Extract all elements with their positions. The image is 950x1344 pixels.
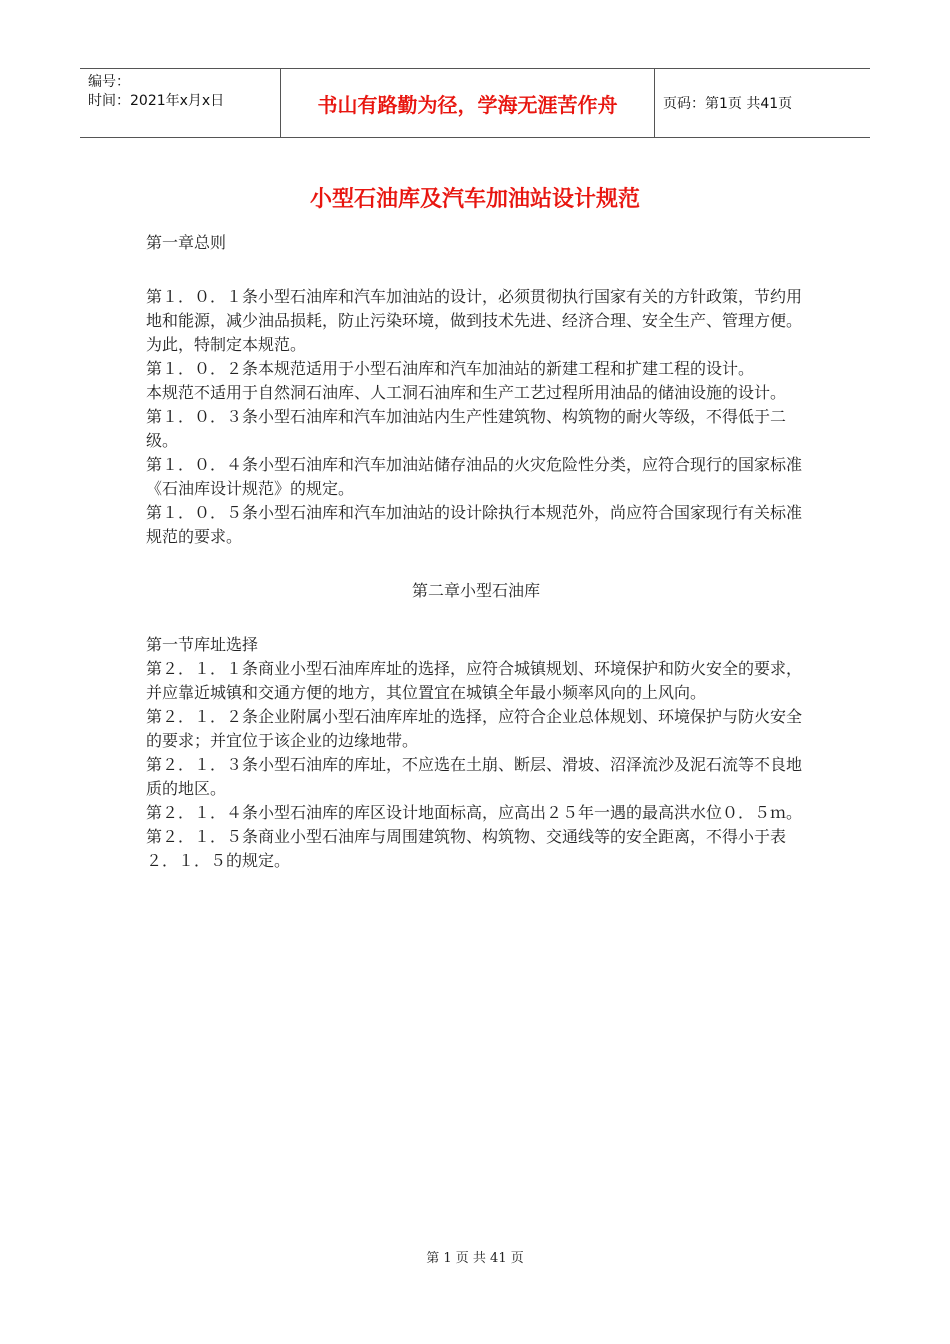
paragraph-1-0-4: 第１．０．４条小型石油库和汽车加油站储存油品的火灾危险性分类，应符合现行的国家标准《石油库设计规范》的规定。 — [146, 455, 803, 498]
paragraph-2-1-3: 第２．１．３条小型石油库的库址，不应选在土崩、断层、滑坡、沼泽流沙及泥石流等不良地质的地区。 — [146, 755, 803, 798]
paragraph-1-0-2-note: 本规范不适用于自然洞石油库、人工洞石油库和生产工艺过程所用油品的储油设施的设计。 — [146, 383, 787, 402]
paragraph-1-0-1: 第１．０．１条小型石油库和汽车加油站的设计，必须贯彻执行国家有关的方针政策，节约用地和能源，减少油品损耗，防止污染环境，做到技术先进、经济合理、安全生产、管理方便。为此，特制定本规范。 — [146, 287, 803, 354]
chapter-2-heading: 第二章小型石油库 — [411, 581, 540, 600]
header-motto: 书山有路勤为径，学海无涯苦作舟 — [281, 69, 655, 137]
document-title: 小型石油库及汽车加油站设计规范 — [309, 187, 640, 212]
number-label: 编号： — [88, 74, 130, 90]
paragraph-2-1-4: 第２．１．４条小型石油库的库区设计地面标高，应高出２５年一遇的最高洪水位０．５ｍ。 — [146, 803, 803, 822]
page-footer: 第 1 页 共 41 页 — [426, 1251, 524, 1266]
paragraph-2-1-2: 第２．１．２条企业附属小型石油库库址的选择，应符合企业总体规划、环境保护与防火安全的要求；并宜位于该企业的边缘地带。 — [146, 707, 803, 750]
section-1-heading: 第一节库址选择 — [146, 635, 259, 654]
document-body — [146, 231, 806, 873]
header-page-info: 页码：第1页 共41页 — [663, 96, 793, 112]
header-meta — [80, 69, 281, 137]
paragraph-2-1-1: 第２．１．１条商业小型石油库库址的选择，应符合城镇规划、环境保护和防火安全的要求，并应靠近城镇和交通方便的地方，其位置宜在城镇全年最小频率风向的上风向。 — [146, 659, 803, 702]
time-label: 时间：2021年x月x日 — [88, 93, 225, 109]
paragraph-1-0-2: 第１．０．２条本规范适用于小型石油库和汽车加油站的新建工程和扩建工程的设计。 — [146, 359, 755, 378]
paragraph-1-0-5: 第１．０．５条小型石油库和汽车加油站的设计除执行本规范外，尚应符合国家现行有关标准规范的要求。 — [146, 503, 803, 546]
chapter-1-heading: 第一章总则 — [146, 233, 227, 252]
page-header — [80, 68, 870, 138]
paragraph-1-0-3: 第１．０．３条小型石油库和汽车加油站内生产性建筑物、构筑物的耐火等级，不得低于二级。 — [146, 407, 787, 450]
paragraph-2-1-5: 第２．１．５条商业小型石油库与周围建筑物、构筑物、交通线等的安全距离，不得小于表２．１．５的规定。 — [146, 827, 787, 870]
